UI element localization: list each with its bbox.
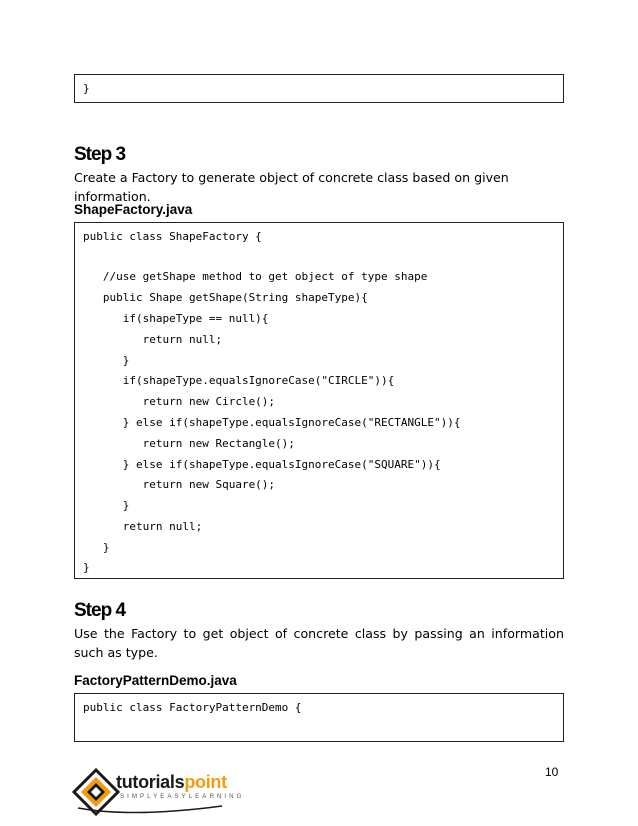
code-line: public Shape getShape(String shapeType){ bbox=[83, 291, 368, 304]
step-3-description: Create a Factory to generate object of concrete class based on given information. bbox=[74, 170, 509, 204]
step-4-filename: FactoryPatternDemo.java bbox=[74, 673, 237, 688]
code-line: return new Square(); bbox=[83, 478, 276, 491]
step-4-heading: Step 4 bbox=[74, 600, 126, 621]
step-3-filename: ShapeFactory.java bbox=[74, 202, 193, 217]
code-line: return null; bbox=[83, 333, 223, 346]
code-line: public class ShapeFactory { bbox=[83, 230, 262, 243]
code-line: return new Circle(); bbox=[83, 395, 276, 408]
logo-text-sub: SIMPLYEASYLEARNING bbox=[120, 793, 245, 800]
code-line: } else if(shapeType.equalsIgnoreCase("RECTANGLE")){ bbox=[83, 416, 461, 429]
step-4-description: Use the Factory to get object of concrete class by passing an information such as type. bbox=[74, 626, 564, 660]
top-code-block bbox=[74, 74, 564, 103]
logo-text-main: tutorialspoint bbox=[116, 772, 227, 792]
code-line: if(shapeType.equalsIgnoreCase("CIRCLE")){ bbox=[83, 374, 395, 387]
code-line: } bbox=[83, 541, 110, 554]
code-line: } bbox=[83, 354, 130, 367]
code-line: } else if(shapeType.equalsIgnoreCase("SQUARE")){ bbox=[83, 458, 441, 471]
shape-factory-code-block bbox=[74, 222, 564, 579]
code-line: } bbox=[83, 499, 130, 512]
code-line: } bbox=[83, 82, 90, 95]
code-line: if(shapeType == null){ bbox=[83, 312, 269, 325]
code-line: public class FactoryPatternDemo { bbox=[83, 701, 302, 714]
code-line: return new Rectangle(); bbox=[83, 437, 295, 450]
code-line: //use getShape method to get object of type shape bbox=[83, 270, 428, 283]
page-number: 10 bbox=[545, 765, 559, 779]
code-line: } bbox=[83, 561, 90, 574]
factory-pattern-demo-code-block bbox=[74, 693, 564, 742]
tutorialspoint-logo bbox=[72, 768, 245, 816]
code-line: return null; bbox=[83, 520, 203, 533]
step-3-heading: Step 3 bbox=[74, 144, 126, 165]
